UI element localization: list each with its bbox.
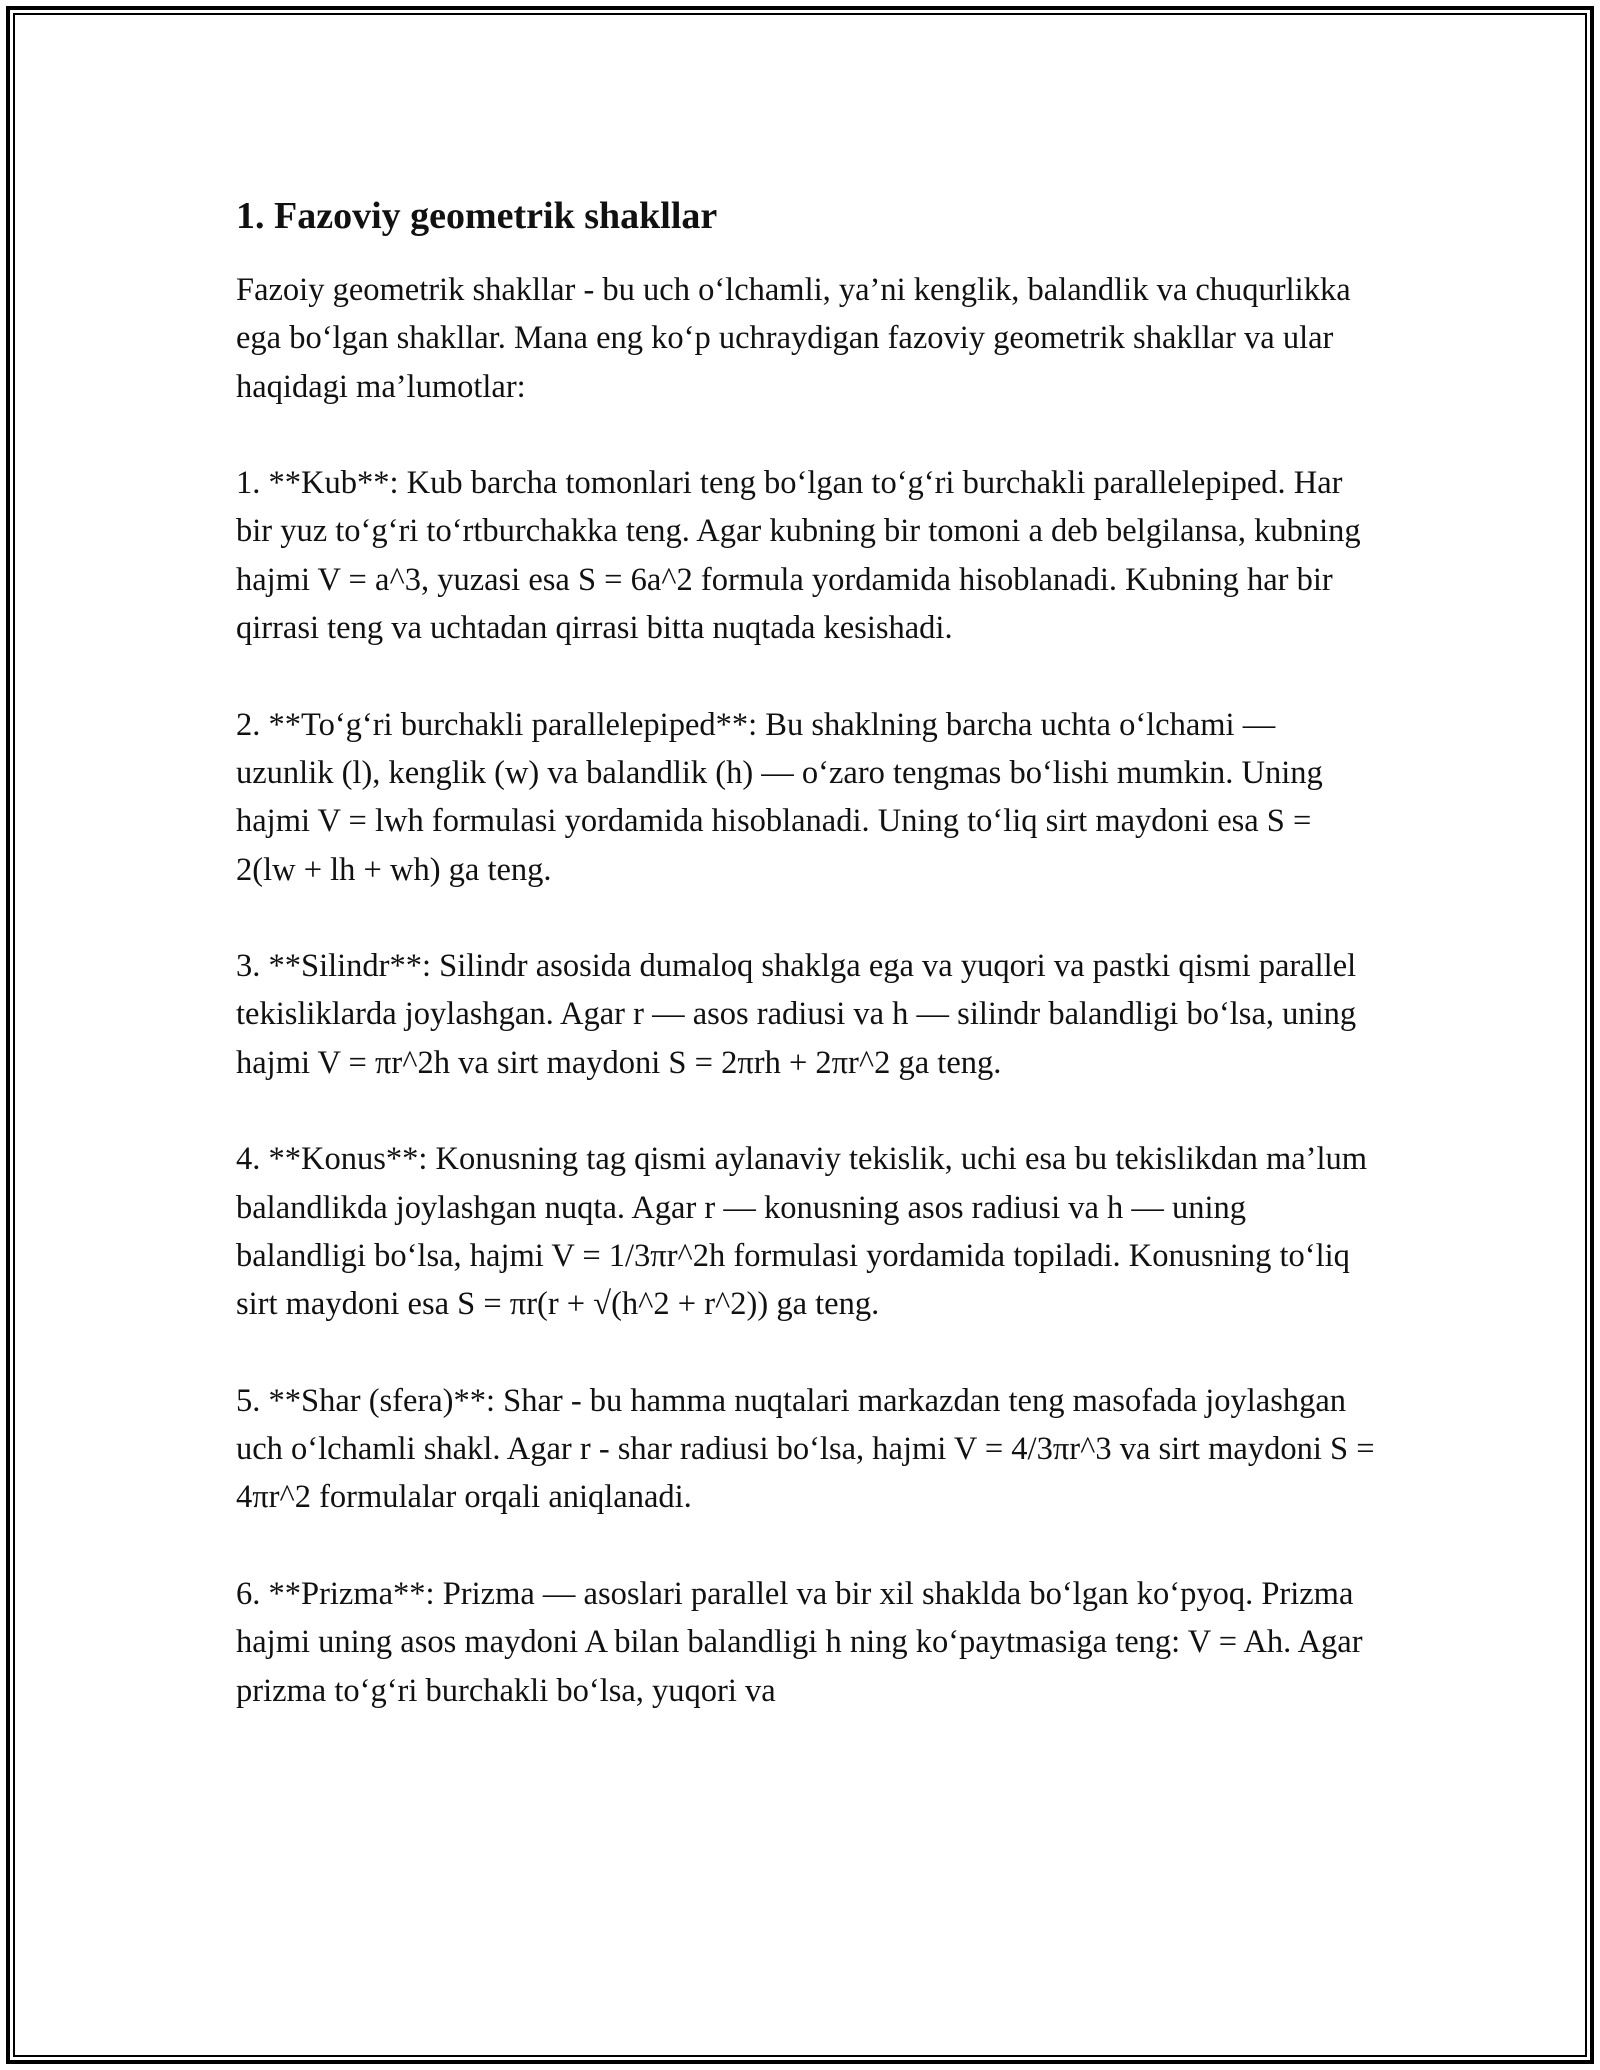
paragraph-shar: 5. **Shar (sfera)**: Shar - bu hamma nuqtalari markazdan teng masofada joylashgan uch o‘lchamli shakl. Agar r - shar radiusi bo‘lsa, hajmi V = 4/3πr^3 va sirt maydoni S = 4πr^2 formulalar orqali aniqlanadi.	[236, 1382, 1375, 1516]
paragraph-parallelepiped: 2. **To‘g‘ri burchakli parallelepiped**: Bu shaklning barcha uchta o‘lchami — uzunlik (l), kenglik (w) va balandlik (h) — o‘zaro tengmas bo‘lishi mumkin. Uning hajmi V = lwh formulasi yordamida hisoblanadi. Uning to‘liq sirt maydoni esa S = 2(lw + lh + wh) ga teng.	[236, 706, 1323, 888]
section-heading: 1. Fazoviy geometrik shakllar	[236, 195, 718, 237]
paragraph-prizma: 6. **Prizma**: Prizma — asoslari parallel va bir xil shaklda bo‘lgan ko‘pyoq. Prizma hajmi uning asos maydoni A bilan balandligi h ning ko‘paytmasiga teng: V = Ah. Agar prizma to‘g‘ri burchakli bo‘lsa, yuqori va	[236, 1576, 1363, 1709]
paragraph-kub: 1. **Kub**: Kub barcha tomonlari teng bo‘lgan to‘g‘ri burchakli parallelepiped. Har bir yuz to‘g‘ri to‘rtburchakka teng. Agar kubning bir tomoni a deb belgilansa, kubning hajmi V = a^3, yuzasi esa S = 6a^2 formula yordamida hisoblanadi. Kubning har bir qirrasi teng va uchtadan qirrasi bitta nuqtada kesishadi.	[236, 465, 1361, 647]
intro-paragraph: Fazoiy geometrik shakllar - bu uch o‘lchamli, ya’ni kenglik, balandlik va chuqurlikka ega bo‘lgan shakllar. Mana eng ko‘p uchraydigan fazoviy geometrik shakllar va ular haqidagi ma’lumotlar:	[236, 272, 1351, 405]
document-body	[236, 180, 1376, 1763]
paragraph-silindr: 3. **Silindr**: Silindr asosida dumaloq shaklga ega va yuqori va pastki qismi parallel tekisliklarda joylashgan. Agar r — asos radiusi va h — silindr balandligi bo‘lsa, uning hajmi V = πr^2h va sirt maydoni S = 2πrh + 2πr^2 ga teng.	[236, 948, 1357, 1081]
paragraph-konus: 4. **Konus**: Konusning tag qismi aylanaviy tekislik, uchi esa bu tekislikdan ma’lum balandlikda joylashgan nuqta. Agar r — konusning asos radiusi va h — uning balandligi bo‘lsa, hajmi V = 1/3πr^2h formulasi yordamida topiladi. Konusning to‘liq sirt maydoni esa S = πr(r + √(h^2 + r^2)) ga teng.	[236, 1141, 1368, 1323]
